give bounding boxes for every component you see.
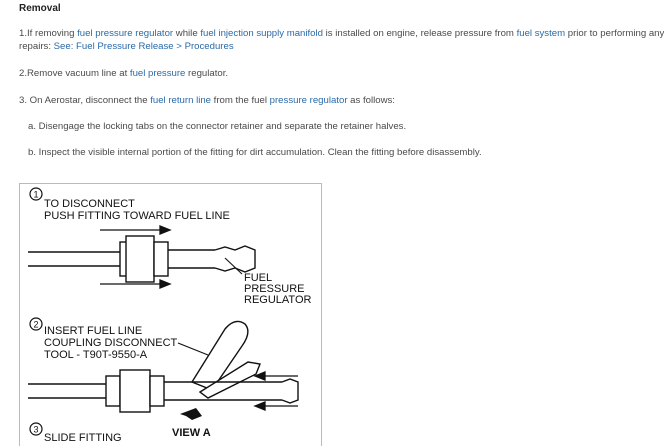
step-2-text: 2.Remove vacuum line at [19,68,130,79]
regulator-label-line-3: REGULATOR [244,294,312,306]
link-fuel-pressure-regulator[interactable]: fuel pressure regulator [77,28,174,39]
step-1-text: is installed on engine, release pressure from [323,28,517,39]
leader-line-regulator [225,258,242,274]
link-fuel-return-line[interactable]: fuel return line [150,95,211,106]
section-heading: Removal [19,3,61,14]
caption-2-line-3: TOOL - T90T-9550-A [44,349,148,361]
step-3 [19,93,395,109]
view-a-label: VIEW A [172,427,211,439]
caption-2-line-2: COUPLING DISCONNECT [44,337,178,349]
step-1-text: while [173,28,201,39]
push-arrow-upper [100,226,170,234]
step-2-text: regulator. [185,68,229,79]
regulator-label-line-2: PRESSURE [244,283,305,295]
step-1-text: repairs: [19,41,54,52]
disconnect-tool [192,321,260,398]
slide-arrow-upper [255,372,298,380]
procedure-illustration [19,183,322,446]
step-3a: a. Disengage the locking tabs on the connector retainer and separate the retainer halves. [28,121,407,132]
step-number-1: 1 [33,189,39,200]
step-3-text: from the fuel [211,95,270,106]
step-1-text: 1.If removing [19,28,78,39]
step-1-line-2 [19,39,234,55]
caption-1-line-1: TO DISCONNECT [44,198,135,210]
step-3-text: as follows: [347,95,395,106]
step-3-text: 3. On Aerostar, disconnect the [19,95,151,106]
caption-3-line-1: SLIDE FITTING [44,432,122,444]
caption-1-line-2: PUSH FITTING TOWARD FUEL LINE [44,210,230,222]
link-fuel-pressure[interactable]: fuel pressure [129,68,186,79]
step-3b: b. Inspect the visible internal portion of the fitting for dirt accumulation. Clean the fitting before disassembly. [28,147,482,158]
regulator-label-line-1: FUEL [244,272,273,284]
step-number-2: 2 [33,319,39,330]
link-fuel-injection-supply-manifold[interactable]: fuel injection supply manifold [200,28,323,39]
fitting-assembly-top [28,236,255,282]
view-a-marker [180,408,202,420]
step-1-text: prior to performing any [565,28,664,39]
link-fuel-system[interactable]: fuel system [516,28,566,39]
slide-arrow-lower [255,402,298,410]
link-fuel-pressure-release[interactable]: See: Fuel Pressure Release > Procedures [53,41,234,52]
caption-2-line-1: INSERT FUEL LINE [44,325,143,337]
step-number-3: 3 [33,424,39,435]
illustration-drawing [20,184,321,446]
leader-line-tool [178,343,208,355]
step-2 [19,66,228,82]
link-pressure-regulator[interactable]: pressure regulator [269,95,348,106]
